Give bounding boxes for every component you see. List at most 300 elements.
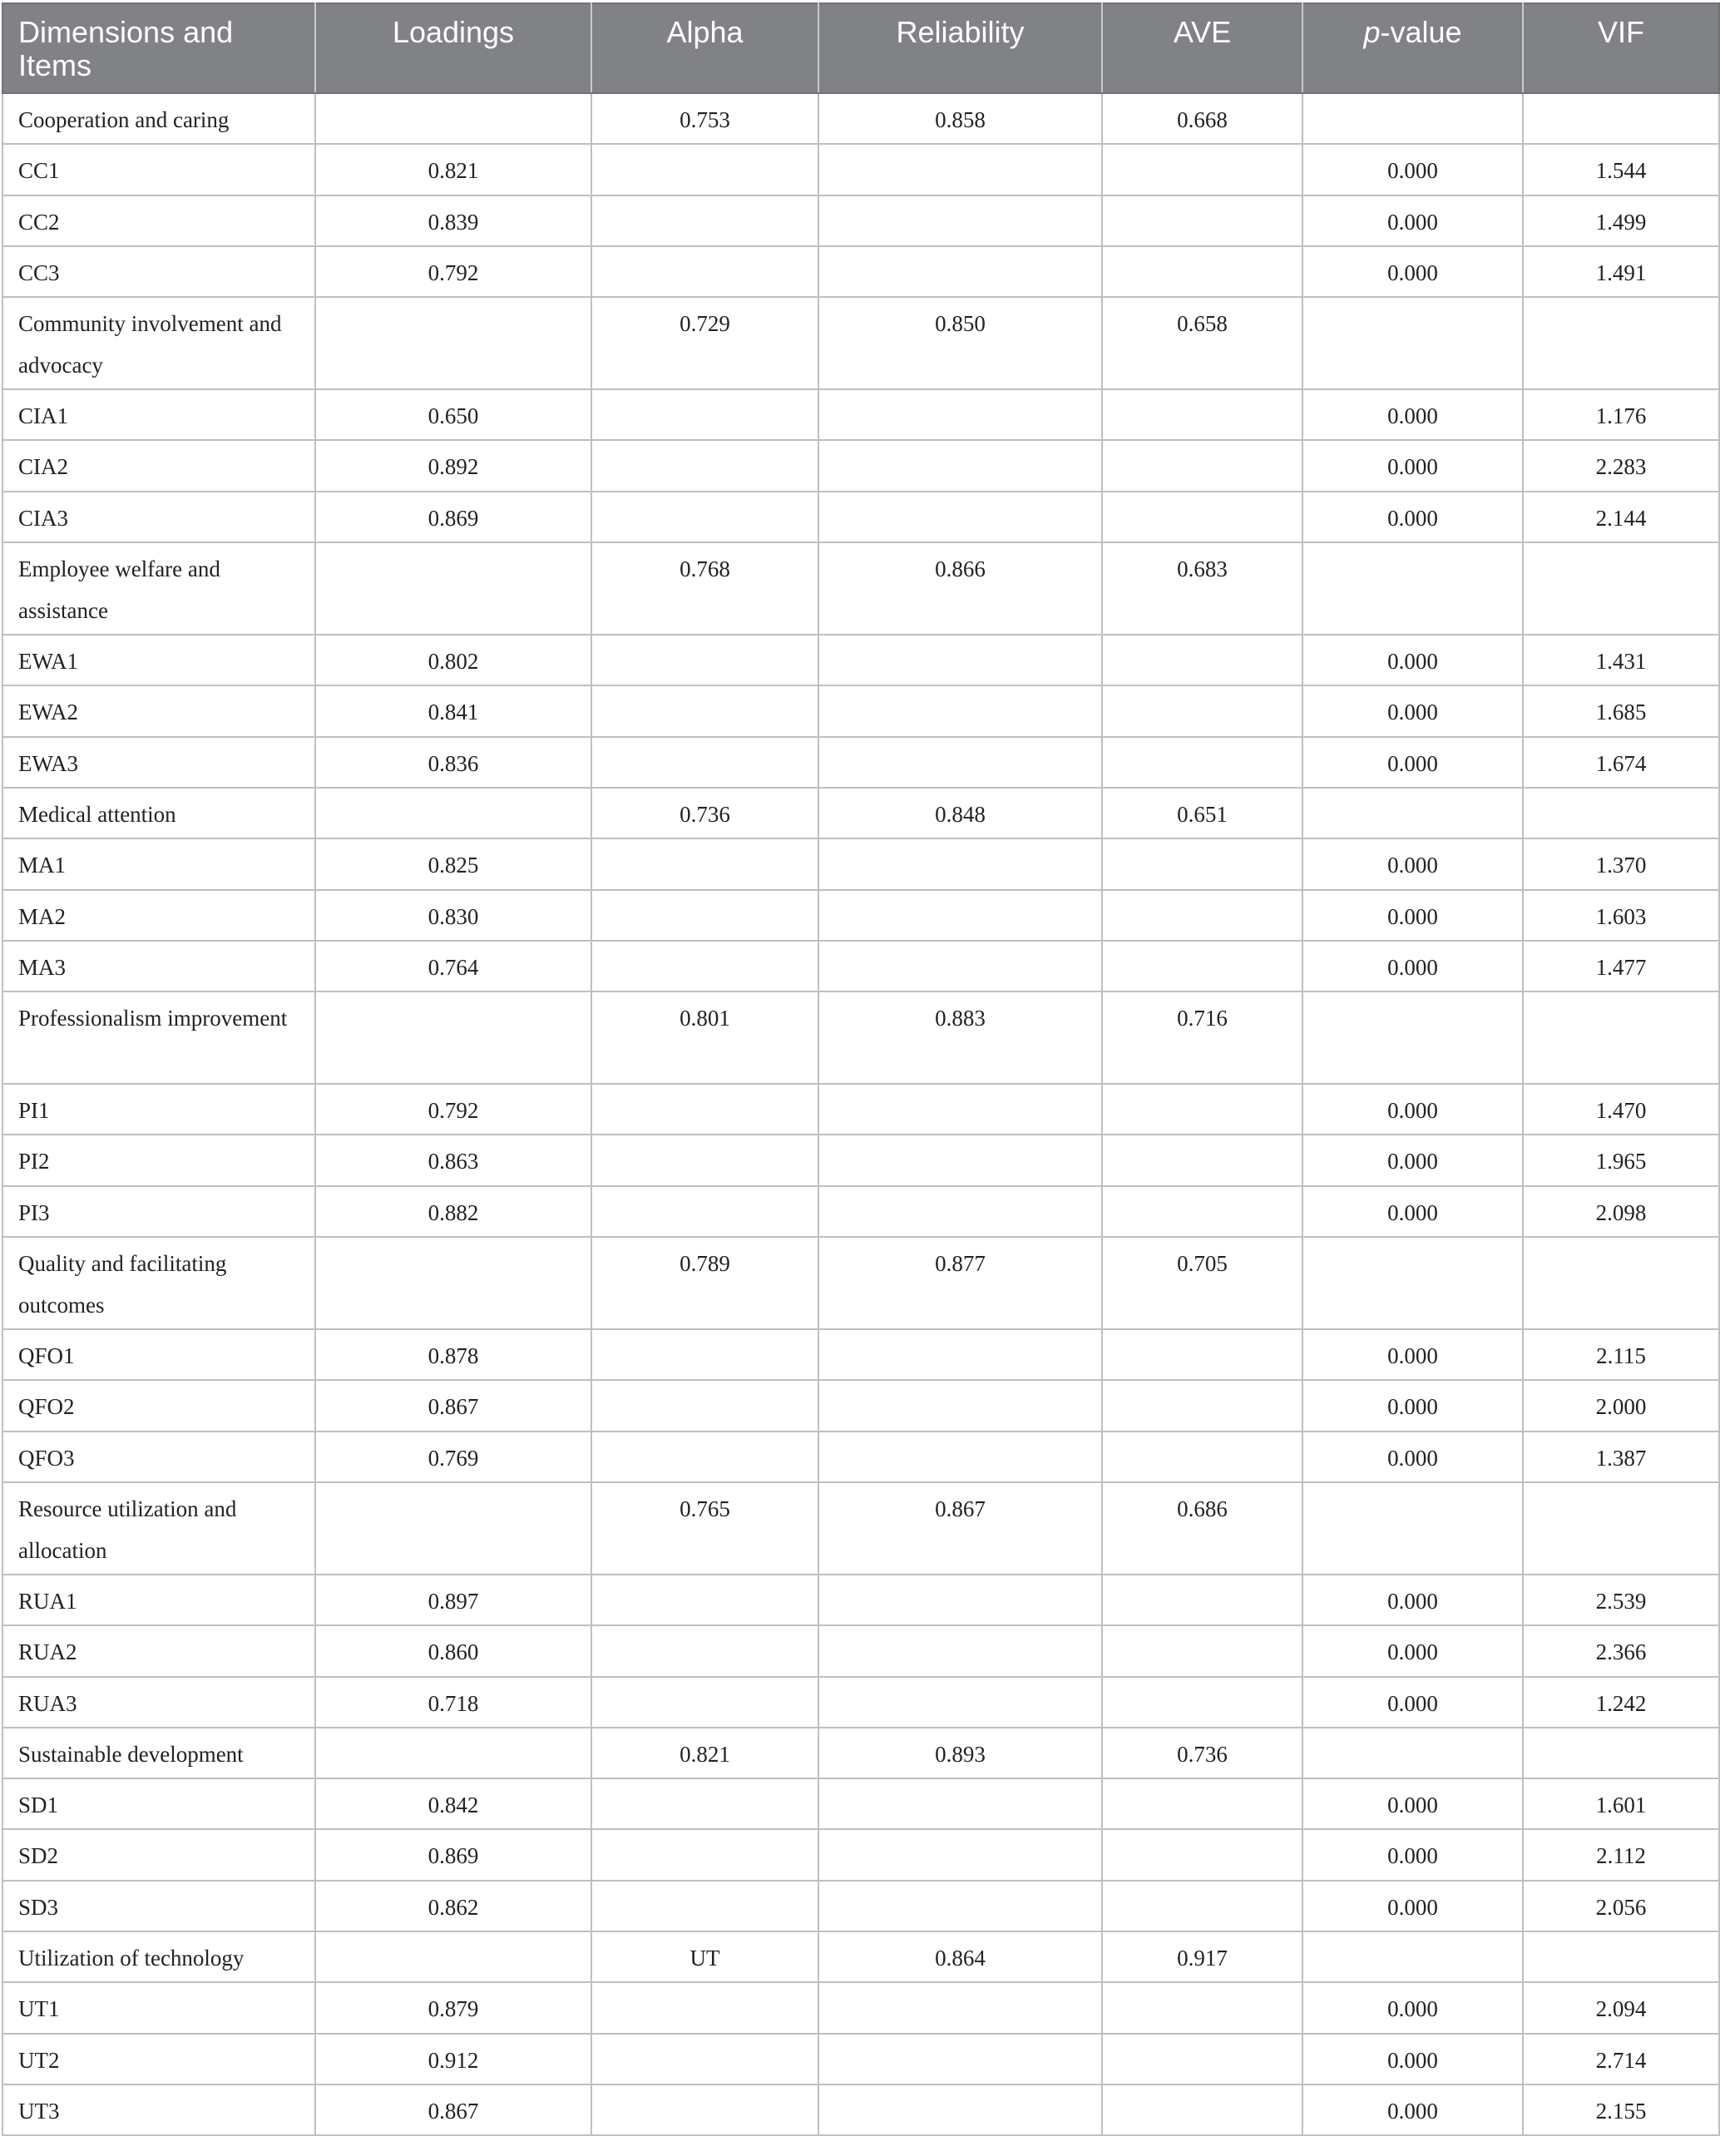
cell-reliability: 0.883 <box>818 991 1102 1084</box>
cell-p-value: 0.000 <box>1302 1380 1523 1431</box>
cell-dimension-item: MA2 <box>2 890 315 941</box>
cell-dimension-item: Medical attention <box>2 788 315 838</box>
cell-dimension-item: Community involvement and advocacy <box>2 297 315 389</box>
table-body <box>2 93 1719 2135</box>
cell-ave: 0.716 <box>1102 991 1302 1084</box>
cell-p-value <box>1302 991 1523 1084</box>
cell-alpha <box>591 389 818 440</box>
cell-vif: 1.431 <box>1523 635 1719 685</box>
cell-vif: 2.144 <box>1523 492 1719 542</box>
cell-loading: 0.897 <box>315 1575 591 1625</box>
cell-vif <box>1523 542 1719 635</box>
cell-dimension-item: PI2 <box>2 1135 315 1185</box>
cell-loading: 0.867 <box>315 1380 591 1431</box>
item-row <box>2 1829 1719 1880</box>
cell-ave <box>1102 1575 1302 1625</box>
cell-p-value: 0.000 <box>1302 838 1523 889</box>
header-alpha: Alpha <box>591 3 818 93</box>
cell-alpha <box>591 1881 818 1931</box>
cell-p-value: 0.000 <box>1302 890 1523 941</box>
cell-ave <box>1102 1432 1302 1482</box>
cell-ave <box>1102 1084 1302 1135</box>
cell-dimension-item: Utilization of technology <box>2 1931 315 1982</box>
cell-loading: 0.821 <box>315 144 591 195</box>
cell-p-value <box>1302 1931 1523 1982</box>
cell-ave <box>1102 195 1302 246</box>
cell-vif: 1.387 <box>1523 1432 1719 1482</box>
cell-dimension-item: CIA3 <box>2 492 315 542</box>
cell-alpha <box>591 144 818 195</box>
cell-p-value: 0.000 <box>1302 440 1523 491</box>
cell-alpha <box>591 1778 818 1829</box>
cell-dimension-item: CC1 <box>2 144 315 195</box>
cell-reliability <box>818 1881 1102 1931</box>
cell-ave: 0.917 <box>1102 1931 1302 1982</box>
cell-ave <box>1102 838 1302 889</box>
cell-ave <box>1102 1186 1302 1237</box>
cell-dimension-item: CIA2 <box>2 440 315 491</box>
cell-loading: 0.912 <box>315 2034 591 2084</box>
dimension-row <box>2 1482 1719 1575</box>
header-dimensions: Dimensions and Items <box>2 3 315 93</box>
cell-loading <box>315 1482 591 1575</box>
item-row <box>2 635 1719 685</box>
cell-dimension-item: SD2 <box>2 1829 315 1880</box>
cell-dimension-item: MA3 <box>2 941 315 991</box>
cell-ave <box>1102 1625 1302 1676</box>
cell-loading: 0.879 <box>315 1982 591 2033</box>
cell-vif: 1.603 <box>1523 890 1719 941</box>
cell-alpha: 0.729 <box>591 297 818 389</box>
cell-p-value <box>1302 297 1523 389</box>
cell-p-value: 0.000 <box>1302 246 1523 297</box>
cell-dimension-item: QFO3 <box>2 1432 315 1482</box>
cell-loading <box>315 1728 591 1778</box>
item-row <box>2 838 1719 889</box>
cell-alpha <box>591 635 818 685</box>
cell-vif <box>1523 1237 1719 1329</box>
item-row <box>2 941 1719 991</box>
cell-p-value <box>1302 93 1523 144</box>
cell-p-value: 0.000 <box>1302 737 1523 788</box>
cell-vif: 1.491 <box>1523 246 1719 297</box>
cell-reliability <box>818 246 1102 297</box>
header-row <box>2 3 1719 93</box>
item-row <box>2 1575 1719 1625</box>
cell-p-value: 0.000 <box>1302 389 1523 440</box>
cell-vif: 2.094 <box>1523 1982 1719 2033</box>
cell-loading: 0.892 <box>315 440 591 491</box>
cell-dimension-item: QFO1 <box>2 1329 315 1380</box>
cell-vif: 1.370 <box>1523 838 1719 889</box>
dimension-row <box>2 991 1719 1084</box>
cell-dimension-item: EWA3 <box>2 737 315 788</box>
cell-p-value: 0.000 <box>1302 195 1523 246</box>
cell-ave <box>1102 389 1302 440</box>
cell-vif: 2.112 <box>1523 1829 1719 1880</box>
cell-loading: 0.842 <box>315 1778 591 1829</box>
cell-loading: 0.882 <box>315 1186 591 1237</box>
cell-vif <box>1523 788 1719 838</box>
cell-loading: 0.792 <box>315 246 591 297</box>
cell-dimension-item: SD3 <box>2 1881 315 1931</box>
dimension-row <box>2 1728 1719 1778</box>
cell-reliability <box>818 144 1102 195</box>
cell-reliability <box>818 1829 1102 1880</box>
cell-alpha <box>591 1982 818 2033</box>
cell-alpha: 0.768 <box>591 542 818 635</box>
cell-alpha: 0.765 <box>591 1482 818 1575</box>
cell-ave <box>1102 635 1302 685</box>
cell-ave <box>1102 890 1302 941</box>
cell-p-value: 0.000 <box>1302 2034 1523 2084</box>
cell-ave <box>1102 737 1302 788</box>
cell-vif: 1.499 <box>1523 195 1719 246</box>
cell-p-value: 0.000 <box>1302 2084 1523 2135</box>
cell-dimension-item: EWA1 <box>2 635 315 685</box>
cell-ave <box>1102 1329 1302 1380</box>
cell-loading <box>315 93 591 144</box>
cell-dimension-item: SD1 <box>2 1778 315 1829</box>
cell-dimension-item: UT3 <box>2 2084 315 2135</box>
cell-p-value: 0.000 <box>1302 1084 1523 1135</box>
measurement-model-table <box>2 2 1720 2136</box>
cell-reliability: 0.858 <box>818 93 1102 144</box>
cell-reliability <box>818 1575 1102 1625</box>
item-row <box>2 2034 1719 2084</box>
dimension-row <box>2 297 1719 389</box>
cell-loading: 0.841 <box>315 685 591 736</box>
cell-p-value <box>1302 1482 1523 1575</box>
cell-p-value <box>1302 1237 1523 1329</box>
cell-reliability: 0.848 <box>818 788 1102 838</box>
cell-loading: 0.650 <box>315 389 591 440</box>
item-row <box>2 1084 1719 1135</box>
dimension-row <box>2 542 1719 635</box>
header-p-suffix: -value <box>1380 15 1462 49</box>
cell-loading: 0.869 <box>315 492 591 542</box>
cell-reliability <box>818 685 1102 736</box>
cell-p-value: 0.000 <box>1302 635 1523 685</box>
cell-ave <box>1102 941 1302 991</box>
cell-reliability <box>818 737 1102 788</box>
cell-loading: 0.830 <box>315 890 591 941</box>
cell-ave <box>1102 1135 1302 1185</box>
cell-p-value: 0.000 <box>1302 1625 1523 1676</box>
cell-reliability <box>818 1982 1102 2033</box>
cell-reliability: 0.864 <box>818 1931 1102 1982</box>
cell-reliability <box>818 492 1102 542</box>
cell-reliability <box>818 635 1102 685</box>
cell-dimension-item: PI1 <box>2 1084 315 1135</box>
cell-reliability <box>818 389 1102 440</box>
cell-dimension-item: CC3 <box>2 246 315 297</box>
cell-dimension-item: QFO2 <box>2 1380 315 1431</box>
cell-p-value: 0.000 <box>1302 1329 1523 1380</box>
cell-reliability <box>818 1625 1102 1676</box>
header-p-value <box>1302 3 1523 93</box>
cell-loading: 0.802 <box>315 635 591 685</box>
cell-reliability <box>818 838 1102 889</box>
cell-loading: 0.878 <box>315 1329 591 1380</box>
cell-loading: 0.792 <box>315 1084 591 1135</box>
item-row <box>2 389 1719 440</box>
cell-p-value: 0.000 <box>1302 1778 1523 1829</box>
cell-p-value <box>1302 788 1523 838</box>
item-row <box>2 685 1719 736</box>
cell-dimension-item: Cooperation and caring <box>2 93 315 144</box>
cell-vif: 2.539 <box>1523 1575 1719 1625</box>
item-row <box>2 1380 1719 1431</box>
item-row <box>2 1329 1719 1380</box>
item-row <box>2 1135 1719 1185</box>
cell-alpha <box>591 1432 818 1482</box>
cell-alpha <box>591 1829 818 1880</box>
table-container <box>2 2 1718 2136</box>
cell-vif: 2.098 <box>1523 1186 1719 1237</box>
cell-alpha <box>591 1625 818 1676</box>
cell-ave <box>1102 2084 1302 2135</box>
item-row <box>2 890 1719 941</box>
cell-p-value: 0.000 <box>1302 1186 1523 1237</box>
item-row <box>2 1677 1719 1728</box>
cell-vif: 2.366 <box>1523 1625 1719 1676</box>
cell-loading: 0.718 <box>315 1677 591 1728</box>
item-row <box>2 195 1719 246</box>
cell-loading <box>315 297 591 389</box>
cell-reliability <box>818 1186 1102 1237</box>
cell-vif: 2.000 <box>1523 1380 1719 1431</box>
cell-alpha <box>591 195 818 246</box>
cell-loading <box>315 542 591 635</box>
dimension-row <box>2 1237 1719 1329</box>
cell-dimension-item: Resource utilization and allocation <box>2 1482 315 1575</box>
cell-p-value: 0.000 <box>1302 685 1523 736</box>
cell-alpha: 0.736 <box>591 788 818 838</box>
cell-reliability: 0.893 <box>818 1728 1102 1778</box>
cell-alpha <box>591 1186 818 1237</box>
cell-dimension-item: Sustainable development <box>2 1728 315 1778</box>
item-row <box>2 1625 1719 1676</box>
dimension-row <box>2 93 1719 144</box>
cell-vif: 1.601 <box>1523 1778 1719 1829</box>
cell-loading: 0.863 <box>315 1135 591 1185</box>
cell-dimension-item: Quality and facilitating outcomes <box>2 1237 315 1329</box>
cell-alpha <box>591 1135 818 1185</box>
cell-p-value: 0.000 <box>1302 144 1523 195</box>
item-row <box>2 1186 1719 1237</box>
cell-ave: 0.736 <box>1102 1728 1302 1778</box>
cell-vif: 1.477 <box>1523 941 1719 991</box>
cell-alpha <box>591 1677 818 1728</box>
cell-vif: 2.155 <box>1523 2084 1719 2135</box>
cell-ave: 0.705 <box>1102 1237 1302 1329</box>
cell-alpha <box>591 246 818 297</box>
cell-loading <box>315 991 591 1084</box>
cell-ave <box>1102 2034 1302 2084</box>
cell-reliability <box>818 2034 1102 2084</box>
cell-alpha <box>591 2034 818 2084</box>
header-loadings: Loadings <box>315 3 591 93</box>
cell-loading <box>315 1931 591 1982</box>
cell-dimension-item: CC2 <box>2 195 315 246</box>
cell-loading: 0.836 <box>315 737 591 788</box>
cell-alpha: 0.753 <box>591 93 818 144</box>
cell-p-value: 0.000 <box>1302 1432 1523 1482</box>
cell-vif: 2.056 <box>1523 1881 1719 1931</box>
cell-vif <box>1523 991 1719 1084</box>
cell-loading: 0.839 <box>315 195 591 246</box>
cell-p-value: 0.000 <box>1302 1881 1523 1931</box>
cell-reliability <box>818 2084 1102 2135</box>
cell-reliability <box>818 890 1102 941</box>
cell-reliability <box>818 440 1102 491</box>
cell-loading: 0.860 <box>315 1625 591 1676</box>
cell-p-value <box>1302 1728 1523 1778</box>
cell-ave: 0.651 <box>1102 788 1302 838</box>
cell-dimension-item: Professionalism improvement <box>2 991 315 1084</box>
cell-reliability <box>818 941 1102 991</box>
cell-vif: 2.283 <box>1523 440 1719 491</box>
cell-ave <box>1102 1829 1302 1880</box>
cell-ave: 0.686 <box>1102 1482 1302 1575</box>
cell-ave <box>1102 246 1302 297</box>
cell-loading: 0.825 <box>315 838 591 889</box>
cell-alpha: 0.821 <box>591 1728 818 1778</box>
item-row <box>2 2084 1719 2135</box>
cell-ave <box>1102 440 1302 491</box>
cell-dimension-item: Employee welfare and assistance <box>2 542 315 635</box>
cell-p-value: 0.000 <box>1302 492 1523 542</box>
cell-vif <box>1523 93 1719 144</box>
cell-ave <box>1102 1982 1302 2033</box>
cell-vif: 1.685 <box>1523 685 1719 736</box>
cell-p-value <box>1302 542 1523 635</box>
cell-alpha: 0.789 <box>591 1237 818 1329</box>
cell-dimension-item: RUA3 <box>2 1677 315 1728</box>
cell-p-value: 0.000 <box>1302 1829 1523 1880</box>
item-row <box>2 1982 1719 2033</box>
cell-alpha: UT <box>591 1931 818 1982</box>
cell-vif: 2.115 <box>1523 1329 1719 1380</box>
cell-ave <box>1102 1380 1302 1431</box>
item-row <box>2 1881 1719 1931</box>
cell-dimension-item: UT2 <box>2 2034 315 2084</box>
header-vif: VIF <box>1523 3 1719 93</box>
cell-loading: 0.867 <box>315 2084 591 2135</box>
cell-reliability <box>818 1329 1102 1380</box>
header-p-symbol: p <box>1363 15 1381 49</box>
cell-reliability <box>818 1778 1102 1829</box>
cell-loading: 0.869 <box>315 1829 591 1880</box>
item-row <box>2 1432 1719 1482</box>
cell-alpha <box>591 1084 818 1135</box>
cell-dimension-item: UT1 <box>2 1982 315 2033</box>
cell-dimension-item: PI3 <box>2 1186 315 1237</box>
cell-ave <box>1102 1881 1302 1931</box>
cell-p-value: 0.000 <box>1302 941 1523 991</box>
table-header <box>2 3 1719 93</box>
dimension-row <box>2 1931 1719 1982</box>
cell-vif <box>1523 297 1719 389</box>
cell-reliability <box>818 1084 1102 1135</box>
cell-dimension-item: RUA2 <box>2 1625 315 1676</box>
cell-ave: 0.658 <box>1102 297 1302 389</box>
cell-alpha <box>591 440 818 491</box>
cell-loading: 0.764 <box>315 941 591 991</box>
cell-vif: 2.714 <box>1523 2034 1719 2084</box>
cell-alpha <box>591 1380 818 1431</box>
item-row <box>2 737 1719 788</box>
cell-dimension-item: RUA1 <box>2 1575 315 1625</box>
cell-ave <box>1102 1677 1302 1728</box>
cell-alpha <box>591 1575 818 1625</box>
cell-reliability <box>818 1432 1102 1482</box>
cell-reliability <box>818 1380 1102 1431</box>
cell-ave: 0.683 <box>1102 542 1302 635</box>
cell-dimension-item: EWA2 <box>2 685 315 736</box>
cell-vif: 1.544 <box>1523 144 1719 195</box>
item-row <box>2 246 1719 297</box>
cell-vif: 1.176 <box>1523 389 1719 440</box>
cell-alpha <box>591 685 818 736</box>
cell-vif: 1.674 <box>1523 737 1719 788</box>
cell-p-value: 0.000 <box>1302 1575 1523 1625</box>
cell-ave <box>1102 1778 1302 1829</box>
cell-vif: 1.242 <box>1523 1677 1719 1728</box>
cell-alpha <box>591 1329 818 1380</box>
cell-alpha <box>591 890 818 941</box>
cell-alpha: 0.801 <box>591 991 818 1084</box>
cell-alpha <box>591 737 818 788</box>
cell-reliability <box>818 1135 1102 1185</box>
cell-loading: 0.769 <box>315 1432 591 1482</box>
cell-reliability <box>818 195 1102 246</box>
cell-p-value: 0.000 <box>1302 1135 1523 1185</box>
cell-reliability: 0.850 <box>818 297 1102 389</box>
cell-reliability: 0.867 <box>818 1482 1102 1575</box>
cell-reliability: 0.866 <box>818 542 1102 635</box>
cell-vif <box>1523 1728 1719 1778</box>
cell-vif: 1.965 <box>1523 1135 1719 1185</box>
cell-vif: 1.470 <box>1523 1084 1719 1135</box>
cell-reliability: 0.877 <box>818 1237 1102 1329</box>
cell-vif <box>1523 1482 1719 1575</box>
cell-dimension-item: MA1 <box>2 838 315 889</box>
cell-loading <box>315 1237 591 1329</box>
header-reliability: Reliability <box>818 3 1102 93</box>
cell-alpha <box>591 2084 818 2135</box>
cell-alpha <box>591 941 818 991</box>
cell-p-value: 0.000 <box>1302 1982 1523 2033</box>
cell-dimension-item: CIA1 <box>2 389 315 440</box>
cell-ave: 0.668 <box>1102 93 1302 144</box>
cell-loading <box>315 788 591 838</box>
item-row <box>2 492 1719 542</box>
cell-vif <box>1523 1931 1719 1982</box>
cell-ave <box>1102 144 1302 195</box>
item-row <box>2 144 1719 195</box>
cell-loading: 0.862 <box>315 1881 591 1931</box>
item-row <box>2 1778 1719 1829</box>
cell-p-value: 0.000 <box>1302 1677 1523 1728</box>
cell-alpha <box>591 838 818 889</box>
cell-alpha <box>591 492 818 542</box>
header-ave: AVE <box>1102 3 1302 93</box>
dimension-row <box>2 788 1719 838</box>
item-row <box>2 440 1719 491</box>
cell-reliability <box>818 1677 1102 1728</box>
